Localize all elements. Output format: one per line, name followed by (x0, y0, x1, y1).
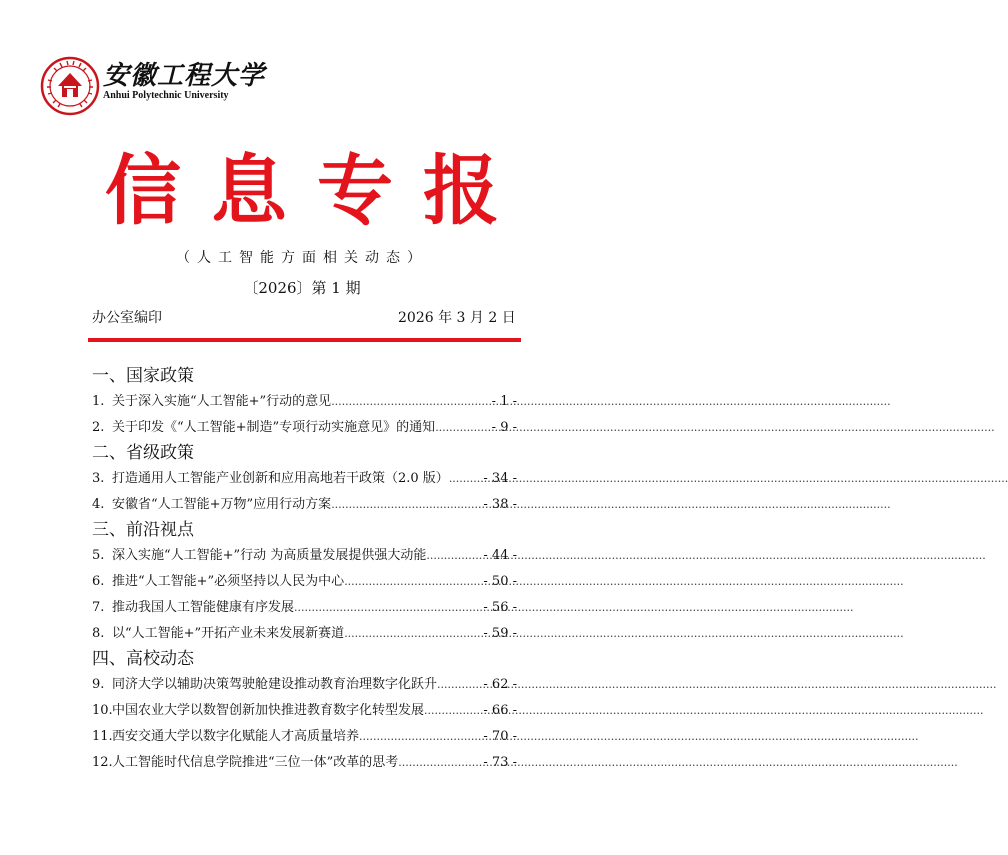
divider-rule (88, 338, 521, 342)
toc-section-frontier: 三、前沿视点 (92, 520, 194, 540)
leader-dots (344, 627, 481, 640)
office-label: 办公室编印 (92, 310, 162, 326)
toc-item-title: 同济大学以辅助决策驾驶舱建设推动教育治理数字化跃升 (112, 677, 438, 692)
toc-item-page: - 59 - (483, 626, 517, 641)
toc-item-page: - 34 - (483, 471, 517, 486)
subtitle: （人工智能方面相关动态） (176, 250, 428, 266)
toc-item[interactable] (92, 390, 517, 410)
leader-dots (331, 498, 481, 511)
toc-item-title: 推进“人工智能+”必须坚持以人民为中心 (112, 574, 345, 589)
leader-dots (359, 730, 481, 743)
leader-dots (294, 601, 481, 614)
leader-dots (331, 395, 489, 408)
toc-item-number: 4. (92, 497, 105, 512)
toc-item-page: - 73 - (483, 755, 517, 770)
issue-date: 2026 年 3 月 2 日 (398, 310, 516, 326)
toc-item-page: - 9 - (491, 420, 517, 435)
toc-item[interactable] (92, 699, 517, 719)
toc-item[interactable] (92, 596, 517, 616)
toc-item-page: - 50 - (483, 574, 517, 589)
leader-dots (437, 678, 481, 691)
toc-item-number: 9. (92, 677, 105, 692)
toc-item-number: 1. (92, 394, 105, 409)
toc-item-title: 深入实施“人工智能+”行动 为高质量发展提供强大动能 (112, 548, 427, 563)
toc-item[interactable] (92, 570, 517, 590)
toc-item-title: 安徽省“人工智能+万物”应用行动方案 (112, 497, 332, 512)
toc-item-number: 10. (92, 703, 113, 718)
toc-item-page: - 44 - (483, 548, 517, 563)
toc-item[interactable] (92, 416, 517, 436)
toc-item-page: - 70 - (483, 729, 517, 744)
toc-item-page: - 56 - (483, 600, 517, 615)
toc-item[interactable] (92, 622, 517, 642)
university-seal-icon (40, 56, 100, 116)
toc-item-title: 中国农业大学以数智创新加快推进教育数字化转型发展 (112, 703, 425, 718)
toc-item[interactable] (92, 467, 517, 487)
toc-item-number: 6. (92, 574, 105, 589)
leader-dots (426, 549, 481, 562)
toc-item-page: - 1 - (491, 394, 517, 409)
university-logo (40, 56, 100, 116)
toc-item-title: 推动我国人工智能健康有序发展 (112, 600, 295, 615)
toc-item-number: 12. (92, 755, 113, 770)
leader-dots (449, 472, 482, 485)
leader-dots (398, 756, 481, 769)
leader-dots (435, 421, 489, 434)
toc-item-number: 8. (92, 626, 105, 641)
issue-number: 〔2026〕第 1 期 (243, 279, 361, 297)
toc-item-title: 关于印发《“人工智能+制造”专项行动实施意见》的通知 (112, 420, 436, 435)
toc-item[interactable] (92, 493, 517, 513)
toc-item-title: 打造通用人工智能产业创新和应用高地若干政策（2.0 版） (112, 471, 449, 486)
toc-item-title: 西安交通大学以数字化赋能人才高质量培养 (112, 729, 360, 744)
toc-item-number: 5. (92, 548, 105, 563)
toc-item-page: - 62 - (483, 677, 517, 692)
toc-section-national: 一、国家政策 (92, 366, 194, 386)
toc-item-number: 2. (92, 420, 105, 435)
page-title: 信息专报 (105, 146, 529, 235)
university-name-en: Anhui Polytechnic University (103, 90, 229, 101)
toc-item-number: 7. (92, 600, 105, 615)
leader-dots (344, 575, 481, 588)
toc-item-number: 3. (92, 471, 105, 486)
toc-section-universities: 四、高校动态 (92, 649, 194, 669)
toc-item-title: 关于深入实施“人工智能+”行动的意见 (112, 394, 332, 409)
toc-item[interactable] (92, 751, 517, 771)
toc-item-title: 人工智能时代信息学院推进“三位一体”改革的思考 (112, 755, 399, 770)
toc-item[interactable] (92, 544, 517, 564)
leader-dots (424, 704, 481, 717)
toc-item-title: 以“人工智能+”开拓产业未来发展新赛道 (112, 626, 345, 641)
toc-item-page: - 38 - (483, 497, 517, 512)
toc-item[interactable] (92, 673, 517, 693)
toc-item-number: 11. (92, 729, 113, 744)
toc-item-page: - 66 - (483, 703, 517, 718)
toc-item[interactable] (92, 725, 517, 745)
university-name-cn: 安徽工程大学 (103, 61, 266, 91)
toc-section-provincial: 二、省级政策 (92, 443, 194, 463)
